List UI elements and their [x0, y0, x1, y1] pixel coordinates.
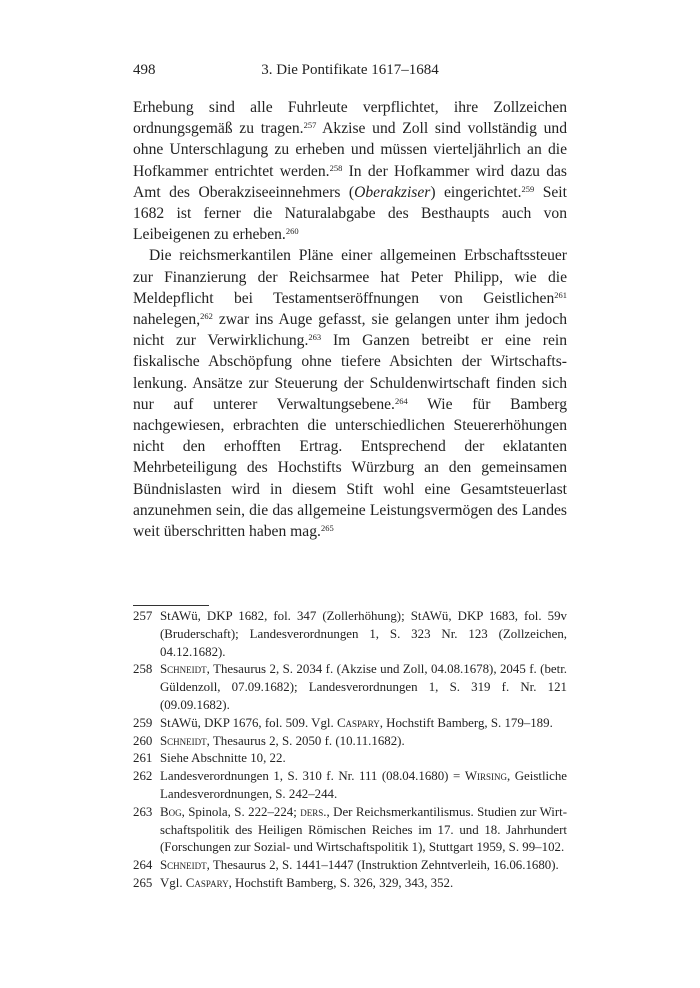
running-title: 3. Die Pontifikate 1617–1684 [261, 62, 439, 78]
text-run: , Hochstift Bamberg, S. 326, 329, 343, 352. [228, 875, 454, 890]
author-name: Caspary [185, 875, 229, 890]
text-run: , Thesaurus 2, S. 2034 f. (Akzise und Zoll, 04.08.1678), 2045 f. (betr. Güldenzoll, 07.09.1682); Landesverordnungen 1, S. 319 f. Nr. 121 (09.09.1682). [160, 662, 567, 712]
text-run: Siehe Abschnitte 10, 22. [160, 751, 286, 766]
footnote-ref[interactable]: 263 [308, 332, 322, 343]
text-run: Seit 1682 ist ferner die Naturalabgabe des Besthaupts auch von Leibeigenen zu erheben. [133, 183, 567, 244]
footnote-262 [133, 768, 567, 804]
text-run: Wie für Bamberg nachgewiesen, erbrachten die unterschiedlichen Steuererhöhungen nicht den erhofften Ertrag. Entsprechend der eklatanten Mehrbeteiligung des Hochstifts Würzburg an den gemeinsamen Bündnislasten wird in diesem Stift wohl eine Gesamtsteuerlast anzunehmen sein, die das allgemeine Leistungsvermögen des Landes weit überschritten haben mag. [133, 395, 567, 541]
footnote-text [160, 875, 567, 893]
footnote-text [160, 715, 567, 733]
footnote-text [160, 750, 567, 768]
footnotes [133, 608, 567, 893]
author-name: Bog [160, 804, 182, 819]
footnote-258 [133, 661, 567, 714]
footnote-257 [133, 608, 567, 661]
author-name: Schneidt [160, 733, 207, 748]
author-name: Schneidt [160, 858, 207, 873]
footnote-number: 259 [133, 715, 153, 730]
text-run: StAWü, DKP 1676, fol. 509. Vgl. [160, 715, 337, 730]
page-header [133, 62, 567, 82]
footnote-ref[interactable]: 257 [303, 120, 317, 131]
footnote-259 [133, 715, 567, 733]
footnote-text [160, 733, 567, 751]
text-run: Die reichsmerkantilen Pläne einer allgemeinen Erbschaftssteuer zur Finanzierung der Reichsarmee hat Peter Philipp, wie die Meldepflicht bei Testamentseröffnungen von Geistlichen [133, 247, 567, 307]
author-name: Wirsing [464, 769, 507, 784]
footnote-264 [133, 857, 567, 875]
body-text [133, 97, 567, 542]
footnote-ref[interactable]: 260 [285, 226, 299, 237]
footnote-ref[interactable]: 259 [521, 183, 535, 194]
text-run: , Geistliche Landesverordnungen, S. 242–244. [160, 769, 567, 801]
text-run: Akzise und Zoll sind vollständig und ohne Unterschlagung zu erheben und müssen vierteljährlich an die Hofkammer entrichtet werden. [133, 120, 567, 180]
italic-term: Oberakziser [354, 183, 431, 201]
text-run: Vgl. [160, 875, 186, 890]
footnote-ref[interactable]: 265 [320, 523, 334, 534]
footnote-ref[interactable]: 261 [554, 289, 567, 300]
footnote-261 [133, 750, 567, 768]
text-run: Landesverordnungen 1, S. 310 f. Nr. 111 (08.04.1680) = [160, 769, 465, 784]
author-name: Caspary [336, 715, 380, 730]
paragraph-1 [133, 97, 567, 245]
page-number: 498 [133, 62, 156, 78]
text-run: StAWü, DKP 1682, fol. 347 (Zollerhöhung); StAWü, DKP 1683, fol. 59v (Bruderschaft); Landesverordnungen 1, S. 323 Nr. 123 (Zollzeichen, 04.12.1682). [160, 609, 567, 659]
footnote-number: 263 [133, 804, 153, 819]
text-run: nahelegen, [133, 311, 201, 329]
text-run: Im Ganzen betreibt er eine rein fiskalische Abschöpfung ohne tiefere Absichten der Wirtschaftslenkung. Ansätze zur Steuerung der Schuldenwirtschaft finden sich nur auf unterer Verwaltungsebene. [133, 332, 567, 413]
text-run: , Spinola, S. 222–224; [181, 804, 301, 819]
text-run: , Thesaurus 2, S. 2050 f. (10.11.1682). [206, 733, 405, 748]
footnote-text [160, 804, 567, 857]
footnote-number: 265 [133, 875, 153, 890]
text-run: , Hochstift Bamberg, S. 179–189. [379, 715, 553, 730]
footnote-text [160, 608, 567, 661]
footnote-text [160, 857, 567, 875]
text-run: zwar ins Auge gefasst, sie gelangen unter ihm jedoch nicht zur Verwirklichung. [133, 311, 567, 350]
footnote-text [160, 768, 567, 804]
text-run: In der Hofkammer wird dazu das Amt des Oberakziseeinnehmers ( [133, 162, 567, 201]
footnote-263 [133, 804, 567, 857]
footnote-number: 262 [133, 769, 153, 784]
footnote-260 [133, 733, 567, 751]
author-name: ders. [300, 804, 327, 819]
text-run: Erhebung sind alle Fuhrleute verpflichtet, ihre Zollzeichen ordnungsgemäß zu tragen. [133, 99, 567, 138]
text-run: ) eingerichtet. [430, 183, 522, 201]
text-run: , Der Reichsmerkantilismus. Studien zur Wirtschaftspolitik des Heiligen Römischen Reiches im 17. und 18. Jahrhundert (Forschungen zur Sozial- und Wirtschaftspolitik 1), Stuttgart 1959, S. 99–102. [160, 804, 568, 855]
footnote-number: 261 [133, 751, 153, 766]
footnote-number: 264 [133, 858, 153, 873]
footnote-rule [133, 605, 209, 606]
text-run: , Thesaurus 2, S. 1441–1447 (Instruktion Zehntverleih, 16.06.1680). [206, 858, 559, 873]
paragraph-2 [133, 245, 567, 542]
footnote-ref[interactable]: 262 [200, 311, 213, 322]
footnote-text [160, 661, 567, 714]
footnote-number: 257 [133, 609, 153, 623]
footnote-265 [133, 875, 567, 893]
footnote-ref[interactable]: 258 [329, 162, 343, 173]
footnote-ref[interactable]: 264 [394, 395, 408, 406]
author-name: Schneidt [160, 662, 207, 677]
footnote-number: 260 [133, 733, 153, 748]
footnote-number: 258 [133, 662, 153, 677]
